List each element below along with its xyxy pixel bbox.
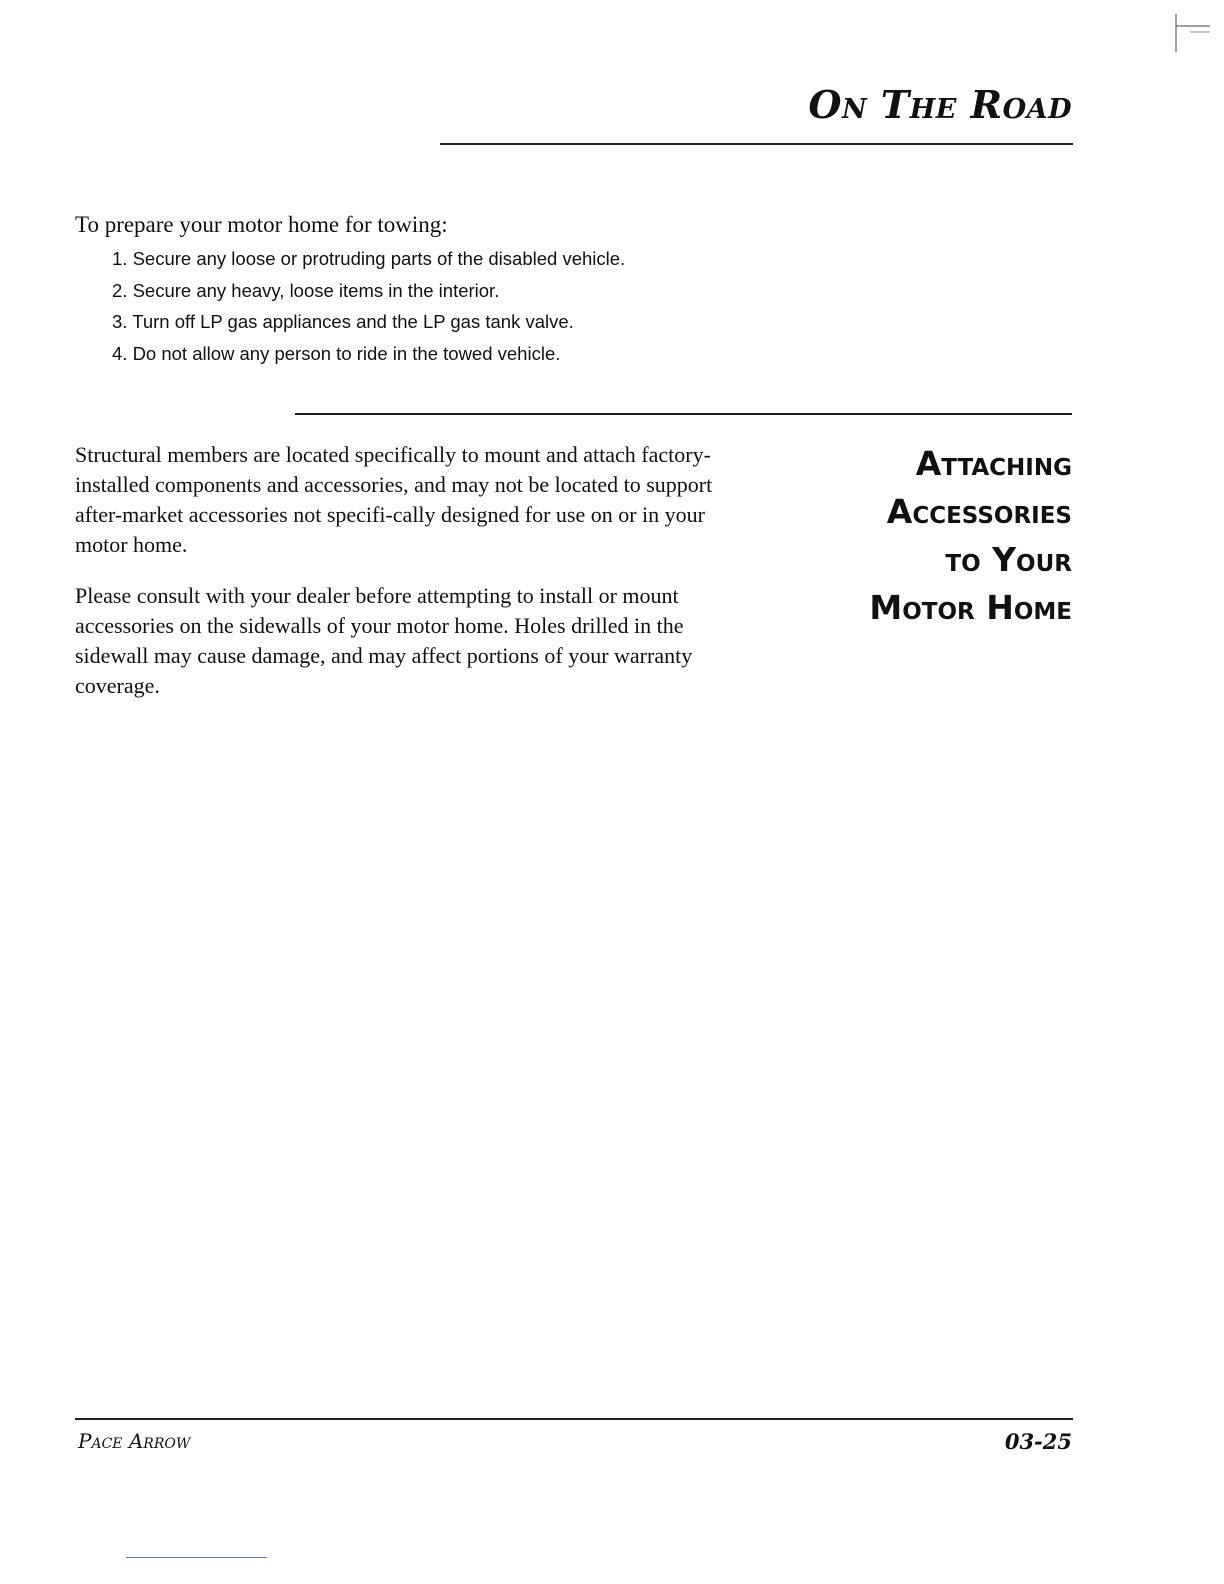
chapter-title: On The Road	[808, 82, 1072, 127]
body-paragraph: Structural members are located specifically to mount and attach factory-installed components and accessories, and may not be located to support after-market accessories not specifi-cally designed for use on or in your motor home.	[75, 442, 713, 557]
header-divider	[440, 143, 1073, 145]
list-item: 2. Secure any heavy, loose items in the interior.	[112, 279, 500, 301]
body-paragraph: Please consult with your dealer before attempting to install or mount accessories on the sidewalls of your motor home. Holes drilled in the sidewall may cause damage, and may affect portions of your warranty coverage.	[75, 583, 693, 698]
towing-intro: To prepare your motor home for towing:	[75, 212, 448, 237]
footer-product-name: Pace Arrow	[78, 1429, 191, 1453]
list-item: 3. Turn off LP gas appliances and the LP gas tank valve.	[112, 311, 574, 332]
section-heading-line: Motor Home	[869, 588, 1072, 627]
bottom-underline	[126, 1557, 267, 1558]
section-heading-line: Attaching	[915, 444, 1072, 483]
towing-steps-list	[112, 247, 625, 373]
footer-divider	[75, 1418, 1073, 1420]
section-heading-line: Accessories	[886, 492, 1072, 531]
section-heading-line: to Your	[945, 540, 1072, 579]
page-number: 03-25	[1004, 1429, 1072, 1454]
corner-crop-mark	[1172, 12, 1212, 56]
list-item: 4. Do not allow any person to ride in the towed vehicle.	[112, 342, 561, 364]
list-item: 1. Secure any loose or protruding parts of the disabled vehicle.	[112, 248, 626, 269]
section-heading	[712, 440, 1072, 632]
section-divider	[295, 413, 1072, 415]
